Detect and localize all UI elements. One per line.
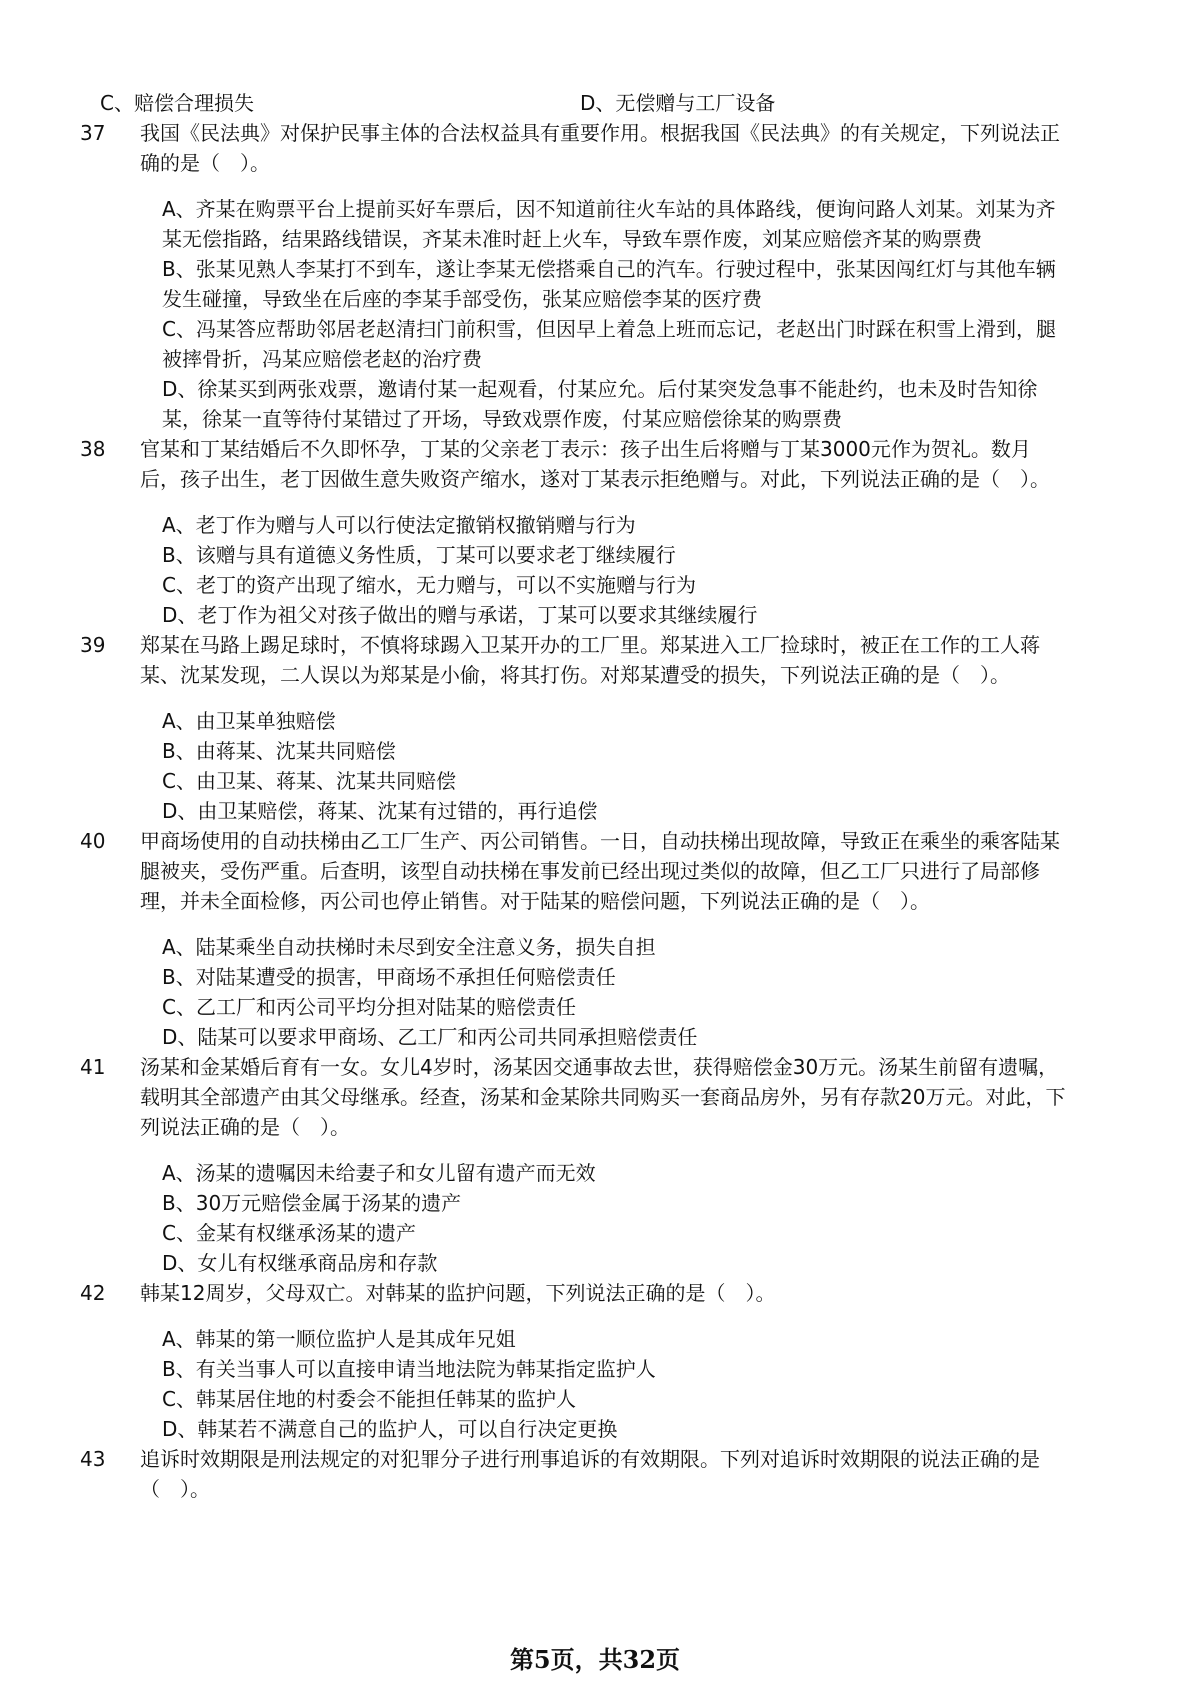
option-list	[80, 932, 1070, 1052]
question-stem	[80, 1278, 1070, 1308]
question-number: 39	[80, 633, 106, 657]
option-b: B、由蒋某、沈某共同赔偿	[162, 739, 396, 763]
question-43	[80, 1444, 1070, 1504]
question-text: 汤某和金某婚后育有一女。女儿4岁时，汤某因交通事故去世，获得赔偿金30万元。汤某生前留有遗嘱，载明其全部遗产由其父母继承。经查，汤某和金某除共同购买一套商品房外，另有存款20万元。对此，下列说法正确的是（ ）。	[140, 1055, 1066, 1139]
question-number: 38	[80, 437, 106, 461]
option-c: C、由卫某、蒋某、沈某共同赔偿	[162, 769, 456, 793]
question-number: 41	[80, 1055, 106, 1079]
option-c: C、冯某答应帮助邻居老赵清扫门前积雪，但因早上着急上班而忘记，老赵出门时踩在积雪上滑到，腿被摔骨折，冯某应赔偿老赵的治疗费	[162, 317, 1056, 371]
question-text: 郑某在马路上踢足球时，不慎将球踢入卫某开办的工厂里。郑某进入工厂捡球时，被正在工作的工人蒋某、沈某发现，二人误以为郑某是小偷，将其打伤。对郑某遭受的损失，下列说法正确的是（ ）。	[140, 633, 1040, 687]
question-number: 40	[80, 829, 106, 853]
question-number: 43	[80, 1447, 106, 1471]
option-a: A、韩某的第一顺位监护人是其成年兄姐	[162, 1327, 516, 1351]
option-d: D、老丁作为祖父对孩子做出的赠与承诺，丁某可以要求其继续履行	[162, 603, 758, 627]
option-list	[80, 510, 1070, 630]
option-d: D、女儿有权继承商品房和存款	[162, 1251, 438, 1275]
option-d: D、由卫某赔偿，蒋某、沈某有过错的，再行追偿	[162, 799, 598, 823]
option-a: A、由卫某单独赔偿	[162, 709, 336, 733]
option-d: D、陆某可以要求甲商场、乙工厂和丙公司共同承担赔偿责任	[162, 1025, 698, 1049]
option-list	[80, 706, 1070, 826]
option-c: C、乙工厂和丙公司平均分担对陆某的赔偿责任	[162, 995, 576, 1019]
question-number: 42	[80, 1281, 106, 1305]
question-39	[80, 630, 1070, 826]
question-text: 我国《民法典》对保护民事主体的合法权益具有重要作用。根据我国《民法典》的有关规定，下列说法正确的是（ ）。	[140, 121, 1060, 175]
option-b: B、有关当事人可以直接申请当地法院为韩某指定监护人	[162, 1357, 656, 1381]
question-stem	[80, 434, 1070, 494]
question-text: 追诉时效期限是刑法规定的对犯罪分子进行刑事追诉的有效期限。下列对追诉时效期限的说法正确的是（ ）。	[140, 1447, 1040, 1501]
question-stem	[80, 118, 1070, 178]
question-stem	[80, 630, 1070, 690]
question-stem	[80, 1444, 1070, 1504]
carryover-option-d: D、无偿赠与工厂设备	[580, 91, 776, 115]
option-b: B、该赠与具有道德义务性质，丁某可以要求老丁继续履行	[162, 543, 676, 567]
question-38	[80, 434, 1070, 630]
question-text: 甲商场使用的自动扶梯由乙工厂生产、丙公司销售。一日，自动扶梯出现故障，导致正在乘坐的乘客陆某腿被夹，受伤严重。后查明，该型自动扶梯在事发前已经出现过类似的故障，但乙工厂只进行了局部修理，并未全面检修，丙公司也停止销售。对于陆某的赔偿问题，下列说法正确的是（ ）。	[140, 829, 1060, 913]
option-list	[80, 194, 1070, 434]
question-text: 韩某12周岁，父母双亡。对韩某的监护问题，下列说法正确的是（ ）。	[140, 1281, 776, 1305]
question-text: 官某和丁某结婚后不久即怀孕，丁某的父亲老丁表示：孩子出生后将赠与丁某3000元作为贺礼。数月后，孩子出生，老丁因做生意失败资产缩水，遂对丁某表示拒绝赠与。对此，下列说法正确的是（ ）。	[140, 437, 1050, 491]
option-d: D、韩某若不满意自己的监护人，可以自行决定更换	[162, 1417, 618, 1441]
option-c: C、金某有权继承汤某的遗产	[162, 1221, 416, 1245]
question-stem	[80, 826, 1070, 916]
question-37	[80, 118, 1070, 434]
option-b: B、对陆某遭受的损害，甲商场不承担任何赔偿责任	[162, 965, 616, 989]
option-c: C、老丁的资产出现了缩水，无力赠与，可以不实施赠与行为	[162, 573, 696, 597]
option-a: A、陆某乘坐自动扶梯时未尽到安全注意义务，损失自担	[162, 935, 656, 959]
question-number: 37	[80, 121, 106, 145]
question-stem	[80, 1052, 1070, 1142]
option-b: B、30万元赔偿金属于汤某的遗产	[162, 1191, 462, 1215]
question-40	[80, 826, 1070, 1052]
question-list	[80, 118, 1070, 1504]
option-c: C、韩某居住地的村委会不能担任韩某的监护人	[162, 1387, 576, 1411]
question-41	[80, 1052, 1070, 1278]
option-a: A、老丁作为赠与人可以行使法定撤销权撤销赠与行为	[162, 513, 636, 537]
option-list	[80, 1158, 1070, 1278]
option-b: B、张某见熟人李某打不到车，遂让李某无偿搭乘自己的汽车。行驶过程中，张某因闯红灯与其他车辆发生碰撞，导致坐在后座的李某手部受伤，张某应赔偿李某的医疗费	[162, 257, 1056, 311]
option-d: D、徐某买到两张戏票，邀请付某一起观看，付某应允。后付某突发急事不能赴约，也未及时告知徐某，徐某一直等待付某错过了开场，导致戏票作废，付某应赔偿徐某的购票费	[162, 377, 1038, 431]
carryover-option-c: C、赔偿合理损失	[100, 91, 254, 115]
page-footer: 第5页，共32页	[509, 1645, 681, 1674]
option-list	[80, 1324, 1070, 1444]
option-a: A、汤某的遗嘱因未给妻子和女儿留有遗产而无效	[162, 1161, 596, 1185]
question-42	[80, 1278, 1070, 1444]
option-a: A、齐某在购票平台上提前买好车票后，因不知道前往火车站的具体路线，便询问路人刘某。刘某为齐某无偿指路，结果路线错误，齐某未准时赶上火车，导致车票作废，刘某应赔偿齐某的购票费	[162, 197, 1056, 251]
